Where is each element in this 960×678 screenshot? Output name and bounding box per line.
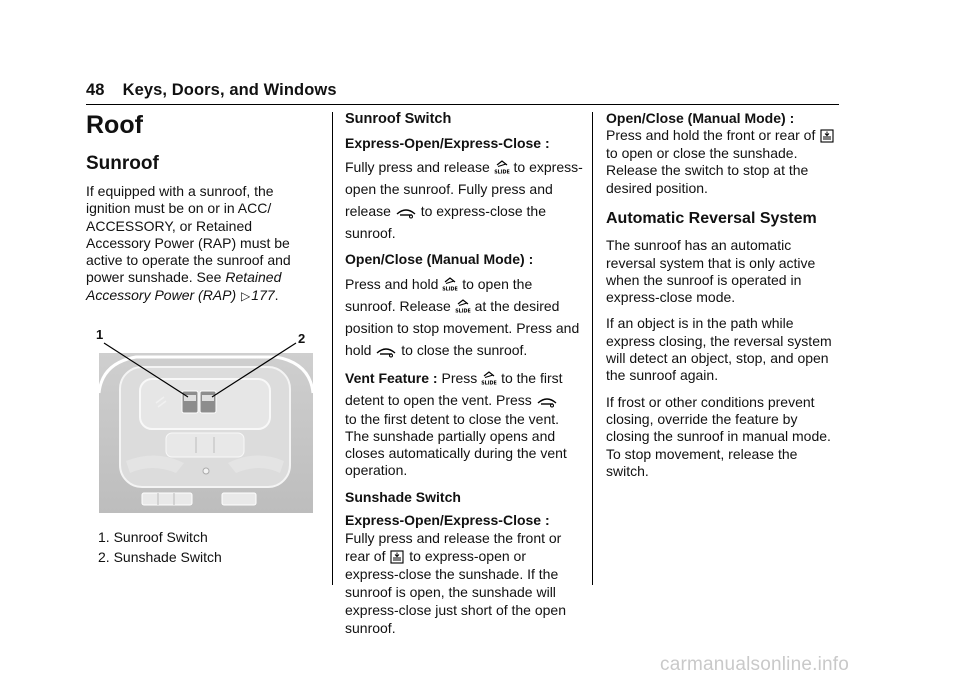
- figure-captions: [86, 529, 314, 567]
- sunshade-manual-text-1: Press and hold the front or rear of: [606, 127, 816, 144]
- vent-close-icon: [537, 396, 557, 408]
- overhead-console-figure: [96, 327, 318, 515]
- sunroof-intro: [86, 183, 314, 305]
- page-reference-icon: ▷: [241, 288, 251, 303]
- roof-heading: Roof: [86, 111, 143, 139]
- sunshade-manual-text-2: to open or close the sunshade. Release the switch to stop at the desired position.: [606, 144, 809, 196]
- sunshade-switch-heading: Sunshade Switch: [345, 488, 461, 505]
- slide-icon: [456, 298, 470, 314]
- svg-text:SLIDE: SLIDE: [493, 170, 510, 176]
- svg-text:SLIDE: SLIDE: [481, 381, 497, 387]
- automatic-reversal-heading: Automatic Reversal System: [606, 210, 817, 228]
- sunshade-express-label: Express-Open/Express-Close :: [345, 511, 550, 528]
- express-label: Express-Open/Express-Close :: [345, 135, 550, 151]
- watermark: carmanualsonline.info: [660, 654, 850, 675]
- express-paragraph: [345, 156, 583, 244]
- svg-text:SLIDE: SLIDE: [442, 287, 459, 293]
- overhead-console-illustration: [96, 333, 318, 515]
- manual-mode-label: Open/Close (Manual Mode) :: [345, 251, 534, 268]
- vent-text-4: The sunshade partially opens and closes automatically during the vent operation.: [345, 427, 567, 479]
- slide-icon: [443, 276, 457, 292]
- intro-text: If equipped with a sunroof, the ignition must be on or in ACC/ ACCESSORY, or Retained Accessory Power (RAP) must be active to operate the sunroof and power sunshade. See: [86, 183, 291, 286]
- vent-text-3: to the first detent to close the vent.: [345, 410, 560, 427]
- sunshade-icon: [820, 129, 834, 143]
- manual-text-1: Press and hold: [345, 275, 439, 292]
- svg-text:SLIDE: SLIDE: [454, 309, 471, 315]
- column-1: [86, 110, 314, 567]
- express-text-2: to express-open the sunroof. Fully press and release: [345, 159, 583, 220]
- auto-reversal-paragraph-1: The sunroof has an automatic reversal system that is only active when the sunroof is operated in express-close mode.: [606, 237, 816, 306]
- sunroof-switch-heading: Sunroof Switch: [345, 111, 452, 127]
- callout-2: 2: [298, 331, 306, 347]
- vent-label: Vent Feature :: [345, 369, 438, 386]
- column-3: [606, 110, 844, 480]
- sunshade-express-paragraph: [345, 529, 583, 637]
- header-rule: [86, 104, 839, 105]
- vent-text-1: Press: [441, 369, 478, 386]
- auto-reversal-paragraph-3: If frost or other conditions prevent closing, override the feature by closing the sunroof in manual mode. To stop movement, release the switch.: [606, 393, 831, 479]
- manual-text-3: at the desired position to stop movement. Press and hold: [345, 297, 580, 358]
- manual-text-4: to close the sunroof.: [401, 341, 528, 358]
- sunshade-express-text-1: Fully press and release the front or rear of: [345, 530, 562, 565]
- page-header: [86, 81, 337, 100]
- vent-text-2: to the first detent to open the vent. Press: [345, 369, 563, 408]
- sunshade-icon: [390, 550, 404, 564]
- column-2: [345, 110, 583, 637]
- intro-reference-link[interactable]: Retained Accessory Power (RAP): [86, 269, 282, 303]
- slide-icon: [482, 370, 496, 386]
- callout-1: 1: [96, 327, 104, 343]
- manual-mode-paragraph: [345, 273, 583, 361]
- intro-reference-page: 177: [251, 286, 275, 303]
- caption-sunshade-switch: 2. Sunshade Switch: [98, 549, 222, 566]
- section-title: Keys, Doors, and Windows: [122, 81, 337, 99]
- sunshade-manual-paragraph: [606, 127, 844, 197]
- slide-icon: [495, 159, 509, 175]
- express-text-1: Fully press and release: [345, 159, 490, 176]
- close-sunroof-icon: [376, 346, 396, 358]
- sunshade-express-text-2: to express-open or express-close the sunshade. If the sunroof is open, the sunshade will express-close just short of the open sunroof.: [345, 548, 567, 637]
- auto-reversal-paragraph-2: If an object is in the path while express closing, the reversal system will detect an object, stop, and open the sunroof again.: [606, 315, 832, 384]
- express-close-icon: [396, 207, 416, 219]
- vent-paragraph-cont: [345, 411, 583, 480]
- sunroof-heading: Sunroof: [86, 153, 159, 174]
- caption-sunroof-switch: 1. Sunroof Switch: [98, 529, 208, 546]
- manual-text-2: to open the sunroof. Release: [345, 275, 533, 314]
- column-divider-2: [592, 112, 593, 585]
- page-number: 48: [86, 81, 105, 99]
- express-text-3: to express-close the sunroof.: [345, 203, 546, 242]
- sunshade-manual-label: Open/Close (Manual Mode) :: [606, 110, 795, 126]
- intro-end: .: [274, 286, 279, 303]
- vent-paragraph: [345, 367, 583, 411]
- column-divider-1: [332, 112, 333, 585]
